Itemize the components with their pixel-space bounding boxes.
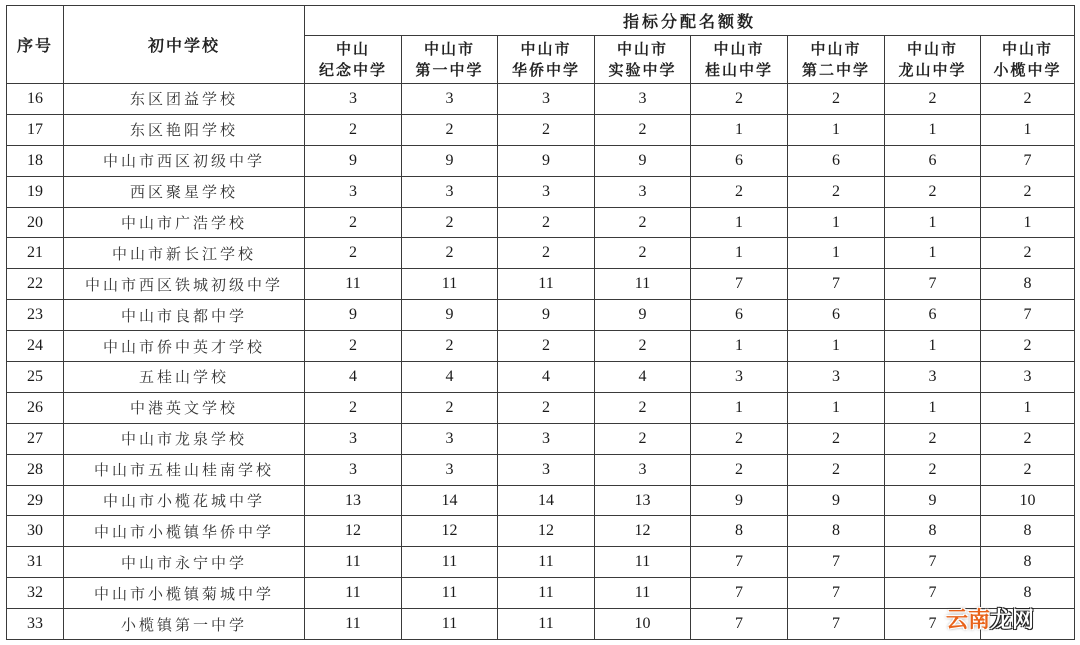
quota-cell: 3 [885,362,981,393]
quota-cell: 2 [498,392,595,423]
quota-cell: 3 [498,84,595,115]
quota-cell: 7 [885,609,981,640]
quota-cell: 7 [981,145,1075,176]
quota-cell: 1 [981,207,1075,238]
header-target-school [981,36,1075,84]
row-index: 17 [7,114,64,145]
quota-cell: 11 [402,609,498,640]
quota-cell: 11 [595,269,691,300]
quota-cell: 11 [305,609,402,640]
quota-cell: 9 [788,485,885,516]
quota-cell: 7 [691,547,788,578]
quota-cell: 6 [788,145,885,176]
quota-cell: 11 [305,269,402,300]
quota-cell: 1 [691,114,788,145]
table-row [7,423,1075,454]
quota-cell: 2 [788,454,885,485]
quota-cell: 6 [885,300,981,331]
quota-cell: 9 [885,485,981,516]
header-line2: 龙山中学 [898,60,967,79]
row-school-name: 中山市西区初级中学 [64,145,305,176]
quota-cell: 9 [305,145,402,176]
table-header [7,6,1075,84]
header-line2: 小榄中学 [993,60,1062,79]
row-school-name: 东区艳阳学校 [64,114,305,145]
quota-cell: 9 [498,145,595,176]
quota-cell: 11 [498,609,595,640]
quota-cell: 14 [402,485,498,516]
quota-cell: 3 [981,362,1075,393]
quota-cell: 11 [402,547,498,578]
table-row [7,300,1075,331]
quota-cell: 2 [981,454,1075,485]
quota-cell: 2 [788,176,885,207]
quota-cell: 7 [788,269,885,300]
table-row [7,269,1075,300]
quota-cell: 2 [402,392,498,423]
table-row [7,114,1075,145]
table-body [7,84,1075,640]
quota-cell: 2 [305,238,402,269]
row-index: 24 [7,331,64,362]
quota-cell: 9 [305,300,402,331]
header-target-school [595,36,691,84]
quota-cell: 2 [981,423,1075,454]
header-line1: 中山市 [713,39,765,58]
row-school-name: 中山市龙泉学校 [64,423,305,454]
quota-cell: 3 [498,176,595,207]
quota-cell: 2 [402,238,498,269]
row-index: 27 [7,423,64,454]
header-line1: 中山市 [520,39,572,58]
quota-cell: 7 [788,609,885,640]
quota-cell: 3 [595,84,691,115]
quota-cell: 6 [885,145,981,176]
quota-cell: 2 [498,238,595,269]
quota-cell: 2 [305,207,402,238]
quota-cell: 2 [305,331,402,362]
quota-cell: 9 [595,145,691,176]
quota-cell: 2 [981,238,1075,269]
quota-cell: 6 [691,145,788,176]
quota-cell: 11 [595,578,691,609]
row-school-name: 西区聚星学校 [64,176,305,207]
quota-cell: 2 [885,423,981,454]
quota-cell: 9 [402,145,498,176]
quota-cell: 11 [498,269,595,300]
quota-cell: 7 [691,609,788,640]
row-school-name: 中山市新长江学校 [64,238,305,269]
quota-cell: 3 [305,84,402,115]
header-line2: 实验中学 [608,60,677,79]
quota-cell: 7 [885,269,981,300]
quota-cell: 1 [691,207,788,238]
quota-cell: 1 [788,114,885,145]
header-line2: 华侨中学 [511,60,580,79]
table-row [7,84,1075,115]
header-index: 序号 [7,6,64,84]
quota-cell: 2 [595,114,691,145]
table-row [7,362,1075,393]
quota-cell: 3 [595,176,691,207]
quota-cell: 2 [788,84,885,115]
watermark-part2: 龙网 [990,608,1035,633]
quota-cell: 1 [885,114,981,145]
header-target-school [691,36,788,84]
quota-cell: 3 [788,362,885,393]
table-row [7,609,1075,640]
row-school-name: 五桂山学校 [64,362,305,393]
header-line2: 第一中学 [415,60,484,79]
quota-cell: 1 [981,114,1075,145]
quota-cell: 7 [788,547,885,578]
header-line1: 中山市 [906,39,958,58]
quota-cell: 3 [498,423,595,454]
table-row [7,485,1075,516]
quota-cell: 2 [595,331,691,362]
quota-cell: 1 [691,238,788,269]
quota-cell: 1 [885,207,981,238]
row-index: 21 [7,238,64,269]
quota-cell: 9 [402,300,498,331]
quota-cell: 10 [595,609,691,640]
quota-cell: 1 [788,207,885,238]
quota-cell: 9 [595,300,691,331]
header-line1: 中山市 [810,39,862,58]
quota-cell: 8 [885,516,981,547]
quota-cell: 12 [305,516,402,547]
watermark-part1: 云南 [946,608,991,633]
header-target-school [402,36,498,84]
row-index: 26 [7,392,64,423]
quota-cell: 2 [595,207,691,238]
quota-cell: 8 [981,269,1075,300]
header-line1: 中山市 [423,39,475,58]
quota-cell: 2 [595,392,691,423]
row-school-name: 中山市小榄镇华侨中学 [64,516,305,547]
watermark-logo [946,603,1034,634]
quota-cell: 11 [305,547,402,578]
header-school: 初中学校 [64,6,305,84]
quota-cell: 2 [691,84,788,115]
quota-cell: 2 [402,331,498,362]
quota-cell: 3 [305,423,402,454]
header-line2: 纪念中学 [318,60,387,79]
quota-cell: 8 [691,516,788,547]
header-target-school [788,36,885,84]
quota-cell: 7 [788,578,885,609]
quota-cell: 2 [885,84,981,115]
quota-cell: 2 [402,114,498,145]
quota-cell: 11 [595,547,691,578]
row-index: 29 [7,485,64,516]
quota-cell: 1 [788,238,885,269]
quota-cell: 3 [498,454,595,485]
row-school-name: 中山市五桂山桂南学校 [64,454,305,485]
quota-cell: 3 [305,454,402,485]
quota-cell: 7 [691,578,788,609]
row-index: 28 [7,454,64,485]
quota-cell: 2 [691,423,788,454]
table-row [7,331,1075,362]
row-index: 32 [7,578,64,609]
row-school-name: 小榄镇第一中学 [64,609,305,640]
quota-cell: 2 [691,176,788,207]
header-line1: 中山市 [1002,39,1054,58]
row-school-name: 中山市永宁中学 [64,547,305,578]
row-index: 31 [7,547,64,578]
header-target-school [885,36,981,84]
row-school-name: 中山市小榄镇菊城中学 [64,578,305,609]
table-row [7,176,1075,207]
quota-cell: 3 [305,176,402,207]
quota-cell: 6 [691,300,788,331]
quota-cell: 4 [305,362,402,393]
quota-cell: 8 [981,578,1075,609]
quota-cell: 2 [305,114,402,145]
quota-cell: 12 [595,516,691,547]
header-quota-group: 指标分配名额数 [305,6,1075,36]
header-line1: 中山 [335,39,370,58]
quota-cell: 8 [981,516,1075,547]
quota-cell: 6 [788,300,885,331]
row-index: 23 [7,300,64,331]
quota-cell: 11 [498,547,595,578]
quota-cell: 1 [691,331,788,362]
quota-cell: 3 [402,84,498,115]
header-target-school [498,36,595,84]
quota-cell: 7 [885,578,981,609]
quota-cell: 4 [402,362,498,393]
quota-cell: 2 [498,207,595,238]
quota-cell: 7 [981,300,1075,331]
row-school-name: 中山市小榄花城中学 [64,485,305,516]
quota-cell: 3 [595,454,691,485]
quota-cell: 1 [885,238,981,269]
quota-cell: 1 [788,331,885,362]
quota-cell: 3 [691,362,788,393]
row-index: 19 [7,176,64,207]
quota-cell: 2 [981,84,1075,115]
row-index: 30 [7,516,64,547]
quota-cell: 1 [691,392,788,423]
table-row [7,392,1075,423]
quota-cell: 1 [788,392,885,423]
row-index: 18 [7,145,64,176]
quota-cell: 7 [885,547,981,578]
quota-cell: 2 [595,423,691,454]
row-school-name: 中山市侨中英才学校 [64,331,305,362]
quota-cell: 3 [402,423,498,454]
quota-cell: 2 [498,114,595,145]
quota-cell: 13 [305,485,402,516]
quota-cell: 11 [402,269,498,300]
table-row [7,238,1075,269]
quota-cell: 9 [691,485,788,516]
quota-cell: 13 [595,485,691,516]
quota-cell: 2 [305,392,402,423]
table-row [7,547,1075,578]
quota-cell: 1 [981,392,1075,423]
quota-cell: 14 [498,485,595,516]
table-row [7,145,1075,176]
quota-cell: 8 [788,516,885,547]
row-school-name: 中港英文学校 [64,392,305,423]
header-line1: 中山市 [616,39,668,58]
quota-cell: 12 [498,516,595,547]
quota-cell: 2 [885,176,981,207]
table-row [7,207,1075,238]
header-target-school [305,36,402,84]
quota-cell: 9 [498,300,595,331]
quota-cell: 2 [498,331,595,362]
quota-cell: 1 [885,392,981,423]
row-index: 16 [7,84,64,115]
table-row [7,516,1075,547]
quota-cell: 2 [885,454,981,485]
quota-cell: 2 [981,331,1075,362]
row-index: 20 [7,207,64,238]
quota-allocation-table [6,5,1075,640]
quota-cell: 11 [498,578,595,609]
quota-cell: 10 [981,485,1075,516]
quota-cell: 2 [595,238,691,269]
quota-cell: 11 [305,578,402,609]
row-school-name: 东区团益学校 [64,84,305,115]
quota-cell: 8 [981,547,1075,578]
row-index: 22 [7,269,64,300]
quota-cell: 2 [788,423,885,454]
table-row [7,578,1075,609]
quota-cell: 4 [498,362,595,393]
quota-cell: 2 [981,176,1075,207]
quota-cell: 4 [595,362,691,393]
row-school-name: 中山市广浩学校 [64,207,305,238]
quota-cell: 11 [402,578,498,609]
quota-cell: 2 [402,207,498,238]
quota-cell: 1 [885,331,981,362]
quota-cell: 3 [402,454,498,485]
quota-cell: 3 [402,176,498,207]
quota-cell: 2 [691,454,788,485]
row-school-name: 中山市良都中学 [64,300,305,331]
header-line2: 第二中学 [801,60,870,79]
row-index: 33 [7,609,64,640]
header-line2: 桂山中学 [704,60,773,79]
row-school-name: 中山市西区铁城初级中学 [64,269,305,300]
table-row [7,454,1075,485]
quota-cell: 12 [402,516,498,547]
quota-cell: 7 [691,269,788,300]
row-index: 25 [7,362,64,393]
